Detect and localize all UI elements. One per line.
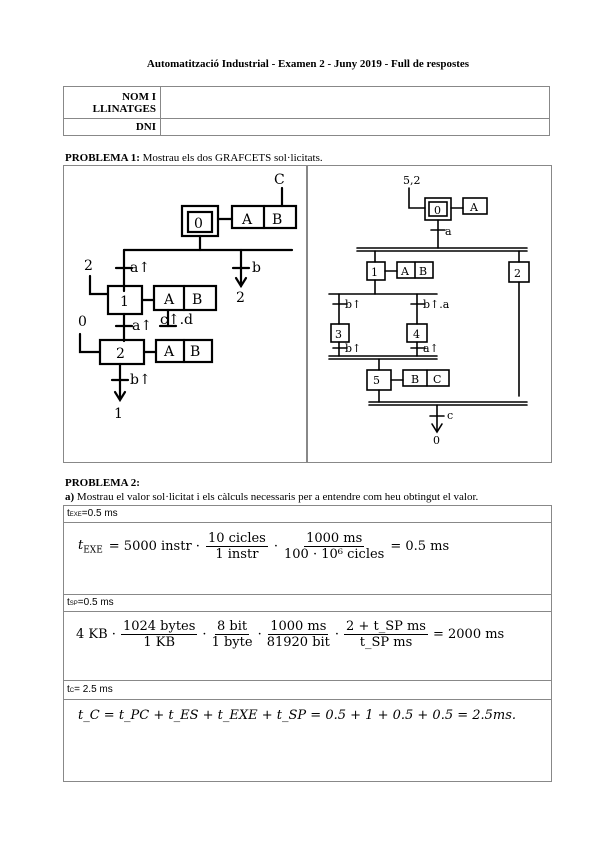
svg-text:a↑: a↑ <box>132 318 153 334</box>
svg-text:A: A <box>164 344 175 360</box>
svg-text:2: 2 <box>236 290 245 306</box>
svg-text:A: A <box>401 265 409 278</box>
svg-text:3: 3 <box>335 328 342 341</box>
problem2-heading: PROBLEMA 2: <box>65 477 140 489</box>
svg-text:2: 2 <box>84 258 93 274</box>
problem1-text: Mostrau els dos GRAFCETS sol·licitats. <box>142 152 323 164</box>
tsp-formula: 4 KB · 1024 bytes 1 KB · 8 bit 1 byte · 1000 ms 81920 bit · $\frac{\text{2 + t\_SP ms}}{\text{t\_SP ms}}$ = 2000 ms <box>76 619 505 650</box>
grafcet-right-drawing <box>307 166 551 462</box>
svg-text:b↑.a: b↑.a <box>423 298 450 311</box>
problem2-part-a <box>65 491 478 503</box>
svg-text:A: A <box>164 292 175 308</box>
svg-text:b: b <box>252 260 261 276</box>
svg-text:a↑: a↑ <box>423 342 439 355</box>
svg-text:b↑: b↑ <box>130 372 151 388</box>
grafcet-right-box <box>306 165 552 463</box>
svg-text:A: A <box>470 201 478 214</box>
part-a-text: Mostrau el valor sol·licitat i els càlculs necessaris per a entendre com heu obtingut el valor. <box>76 491 479 503</box>
svg-text:1: 1 <box>371 266 378 279</box>
name-field[interactable] <box>161 87 550 119</box>
svg-text:0: 0 <box>434 204 441 217</box>
svg-text:0: 0 <box>78 314 87 330</box>
svg-text:b↑: b↑ <box>345 298 362 311</box>
svg-text:C: C <box>274 172 285 188</box>
dni-label: DNI <box>64 119 161 136</box>
svg-text:2: 2 <box>514 267 521 280</box>
svg-text:1: 1 <box>120 294 129 310</box>
name-label: NOM I LLINATGES <box>64 87 161 119</box>
svg-text:5: 5 <box>373 374 380 387</box>
tsp-label: tSP=0.5 ms <box>67 597 114 608</box>
svg-text:C: C <box>433 373 442 386</box>
tc-label: tC= 2.5 ms <box>67 684 113 695</box>
problem1-heading <box>65 152 323 164</box>
grafcet-left-drawing <box>64 166 307 462</box>
svg-text:a↑: a↑ <box>130 260 151 276</box>
grafcet-left-box <box>63 165 308 463</box>
svg-text:A: A <box>242 212 253 228</box>
svg-text:a: a <box>445 225 452 238</box>
svg-text:b↑: b↑ <box>345 342 362 355</box>
dni-field[interactable] <box>161 119 550 136</box>
svg-text:c: c <box>447 409 454 422</box>
svg-text:0: 0 <box>433 434 440 447</box>
part-a-label: a) <box>65 491 75 503</box>
student-info-table <box>63 86 550 136</box>
svg-text:B: B <box>190 344 201 360</box>
svg-text:1: 1 <box>114 406 123 422</box>
texe-formula: $t_{EXE}$ = 5000 instr · 10 cicles 1 instr · 1000 ms 100 · 10⁶ cicles = 0.5 ms <box>78 531 450 562</box>
svg-text:2: 2 <box>116 346 125 362</box>
svg-text:B: B <box>272 212 283 228</box>
page-title: Automatització Industrial - Examen 2 - Juny 2019 - Full de respostes <box>146 58 470 70</box>
svg-text:B: B <box>192 292 203 308</box>
problem1-label: PROBLEMA 1: <box>65 152 140 164</box>
svg-text:4: 4 <box>413 328 420 341</box>
svg-text:5,2: 5,2 <box>403 174 421 187</box>
svg-text:c↑.d: c↑.d <box>160 312 193 328</box>
svg-text:B: B <box>419 265 428 278</box>
svg-text:B: B <box>411 373 420 386</box>
tc-formula: t_C = t_PC + t_ES + t_EXE + t_SP = 0.5 + 1 + 0.5 + 0.5 = 2.5ms. <box>78 708 517 723</box>
svg-text:0: 0 <box>194 216 203 232</box>
texe-label: tEXE=0.5 ms <box>67 508 118 519</box>
